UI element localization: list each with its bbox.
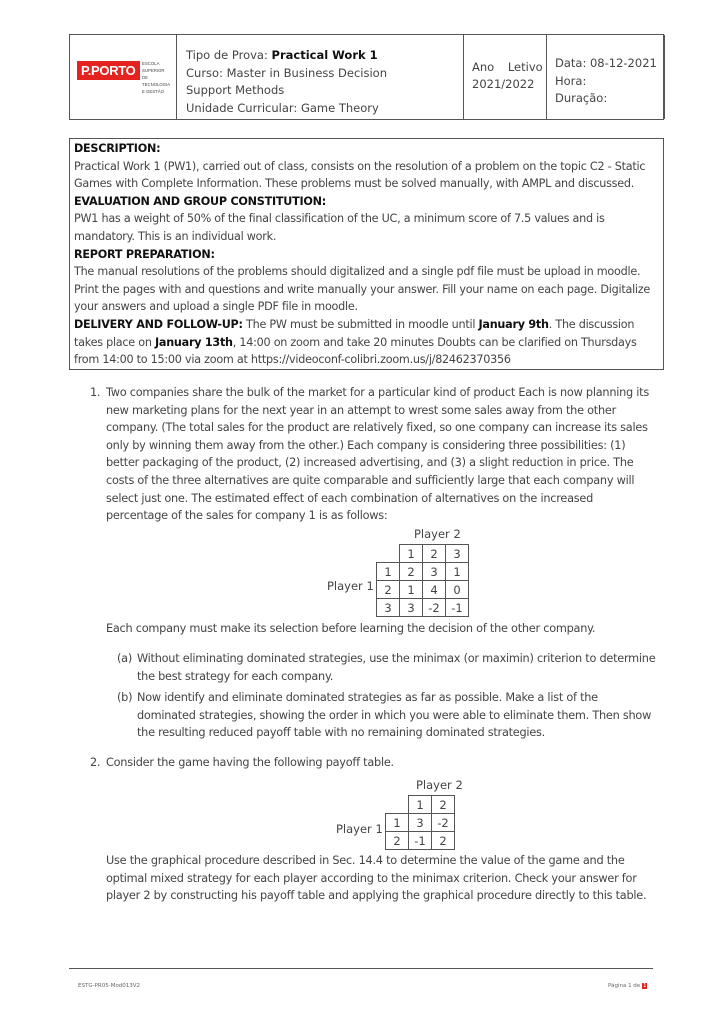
q1-part-b: (b) Now identify and eliminate dominated strategies as far as possible. Make a list of the dominated strategies, showing the order in which you were able to eliminate them. Then show the resulting reduced payoff table with no remaining dominated strategies. bbox=[117, 691, 652, 740]
evaluation-heading: EVALUATION AND GROUP CONSTITUTION: bbox=[74, 194, 327, 208]
course-name: Curso: Master in Business Decision Support Methods bbox=[186, 65, 387, 97]
question-2: 2. Consider the game having the following payoff table. bbox=[90, 756, 394, 769]
q1-player2-label: Player 2 bbox=[414, 527, 461, 541]
q1-player1-label: Player 1 bbox=[327, 579, 374, 593]
description-heading: DESCRIPTION: bbox=[74, 142, 161, 155]
q1-after-text: Each company must make its selection before learning the decision of the other company. bbox=[106, 622, 596, 635]
page-number: Página 1 de 1 bbox=[608, 983, 647, 989]
academic-year: Ano Letivo 2021/2022 bbox=[464, 35, 547, 119]
footer-divider bbox=[69, 968, 653, 969]
q1-part-a: (a) Without eliminating dominated strategies, use the minimax (or maximin) criterion to determine the best strategy for each company. bbox=[117, 652, 656, 683]
pporto-logo: P.PORTO bbox=[77, 61, 140, 80]
document-header bbox=[69, 34, 664, 120]
date-info bbox=[547, 35, 665, 119]
logo-cell bbox=[70, 35, 177, 119]
q2-after-text: Use the graphical procedure described in Sec. 14.4 to determine the value of the game and the optimal mixed strategy for each player according to the minimax criterion. Check your answer for player 2 by constructing his payoff table and applying the graphical procedure directly to this table. bbox=[106, 854, 647, 903]
report-text: The manual resolutions of the problems should digitalized and a single pdf file must be upload in moodle. Print the pages with and questions and write manually your answer. Fill your name on each page. Digitalize your answers and upload a single PDF file in moodle. bbox=[74, 265, 651, 314]
school-name: ESCOLA SUPERIOR DE TECNOLOGIA E GESTÃO bbox=[142, 61, 171, 94]
date: Data: 08-12-2021 bbox=[555, 56, 657, 70]
q1-payoff-table: 1 2 3 1 2 3 1 2 1 4 0 3 3 -2 -1 bbox=[376, 544, 469, 617]
curricular-unit: Unidade Curricular: Game Theory bbox=[186, 100, 379, 115]
question-1-text: Two companies share the bulk of the market for a particular kind of product Each is now planning its new marketing plans for the next year in an attempt to wrest some sales away from the other company. (The total sales for the product are relatively fixed, so one company can increase its sales only by winning them away from the other.) Each company is considering three possibilities: (1) better packaging of the product, (2) increased advertising, and (3) a slight reduction in price. The costs of the three alternatives are quite comparable and sufficiently large that each company will select just one. The estimated effect of each combination of alternatives on the increased percentage of the sales for company 1 is as follows: bbox=[106, 386, 649, 523]
question-1: 1. Two companies share the bulk of the market for a particular kind of product Each is now planning its new marketing plans for the next year in an attempt to wrest some sales away from the other company. (The total sales for the product are relatively fixed, so one company can increase its sales only by winning them away from the other.) Each company is considering three possibilities: (1) better packaging of the product, (2) increased advertising, and (3) a slight reduction in price. The costs of the three alternatives are quite comparable and sufficiently large that each company will select just one. The estimated effect of each combination of alternatives on the increased percentage of the sales for company 1 is as follows: bbox=[86, 384, 658, 525]
description-box bbox=[69, 138, 664, 370]
delivery-text: DELIVERY AND FOLLOW-UP: The PW must be submitted in moodle until January 9th. The discussion takes place on January 13th, 14:00 on zoom and take 20 minutes Doubts can be clarified on Thursdays from 14:00 to 15:00 via zoom at https://videoconf-colibri.zoom.us/j/82462370356 bbox=[74, 317, 637, 367]
report-heading: REPORT PREPARATION: bbox=[74, 247, 215, 261]
evaluation-text: PW1 has a weight of 50% of the final classification of the UC, a minimum score of 7.5 values and is mandatory. This is an individual work. bbox=[74, 212, 605, 243]
footer-code: ESTG-PR05-Mod013V2 bbox=[78, 983, 141, 989]
q2-payoff-table: 1 2 1 3 -2 2 -1 2 bbox=[385, 795, 455, 850]
course-info bbox=[177, 35, 464, 119]
duration: Duração: bbox=[555, 91, 608, 105]
q2-player2-label: Player 2 bbox=[416, 778, 463, 792]
exam-type: Tipo de Prova: Practical Work 1 bbox=[186, 48, 378, 62]
time: Hora: bbox=[555, 73, 587, 88]
description-text: Practical Work 1 (PW1), carried out of class, consists on the resolution of a problem on the topic C2 - Static Games with Complete Information. These problems must be solved manually, with AMPL and discussed. bbox=[74, 159, 646, 191]
q2-player1-label: Player 1 bbox=[336, 822, 383, 836]
